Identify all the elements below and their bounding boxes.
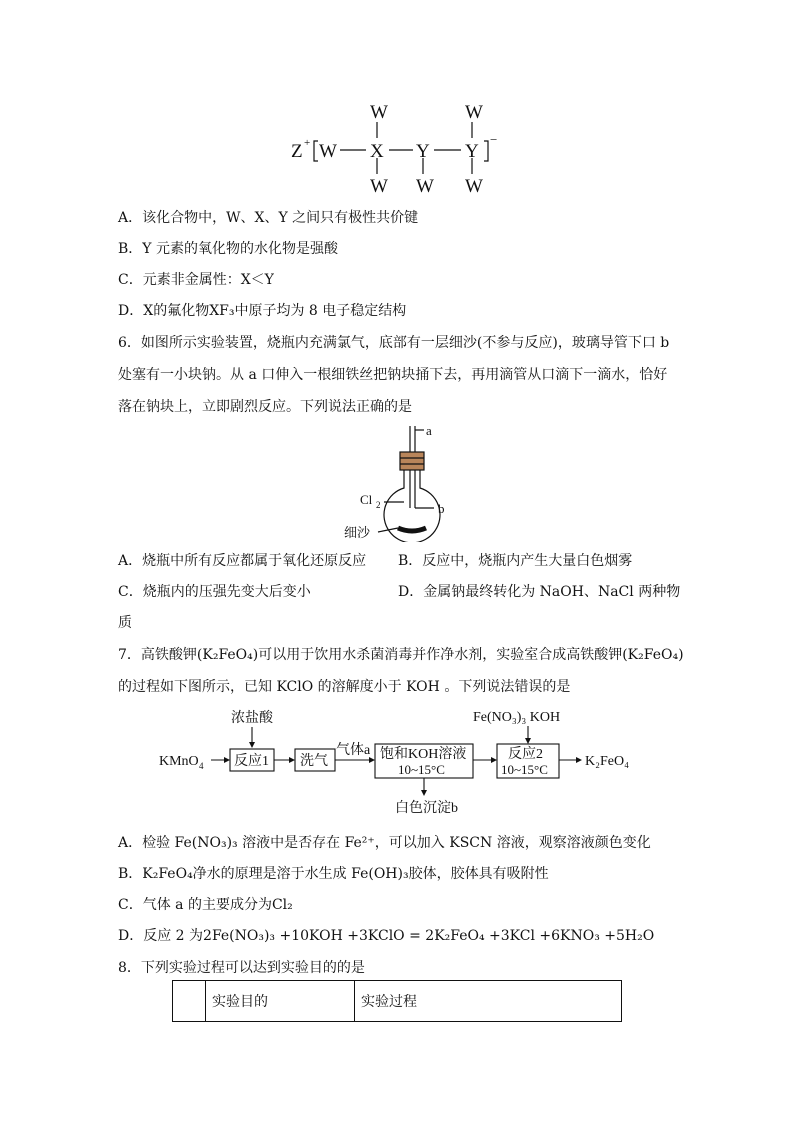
label-cl2: Cl bbox=[360, 492, 373, 507]
atom-w-top-y2: W bbox=[465, 102, 483, 123]
atom-y2: Y bbox=[465, 141, 479, 162]
q7-option-b: B．K₂FeO₄净水的原理是溶于水生成 Fe(OH)₃胶体，胶体具有吸附性 bbox=[118, 866, 549, 882]
q6-option-d-continuation: 质 bbox=[118, 615, 132, 631]
atom-w-top-x: W bbox=[370, 102, 388, 123]
label-b: b bbox=[438, 501, 445, 516]
q6-stem-line-2: 处塞有一小块钠。从 a 口伸入一根细铁丝把钠块捅下去，再用滴管从口滴下一滴水，恰好 bbox=[118, 367, 668, 383]
flow-box2-label: 洗气 bbox=[300, 754, 328, 769]
flow-box1-label: 反应1 bbox=[234, 754, 269, 769]
flow-product: K₂FeO₄ bbox=[585, 754, 629, 769]
right-bracket bbox=[484, 141, 488, 161]
atom-w-left: W bbox=[319, 141, 337, 162]
flow-box3-line2: 10~15°C bbox=[398, 762, 445, 777]
flow-box4-line1: 反应2 bbox=[508, 747, 543, 762]
flow-gas-label: 气体a bbox=[336, 743, 371, 758]
stopper bbox=[400, 452, 424, 470]
q7-stem-line-2: 的过程如下图所示，已知 KClO 的溶解度小于 KOH 。下列说法错误的是 bbox=[118, 679, 571, 695]
label-sand: 细沙 bbox=[344, 525, 371, 540]
atom-y1: Y bbox=[416, 141, 430, 162]
q8-table bbox=[172, 980, 622, 1022]
q6-stem-line-1: 6．如图所示实验装置，烧瓶内充满氯气，底部有一层细沙(不参与反应)，玻璃导管下口 b bbox=[118, 335, 670, 351]
q5-option-b: B．Y 元素的氧化物的水化物是强酸 bbox=[118, 241, 338, 257]
q5-option-c: C．元素非金属性：X＜Y bbox=[118, 272, 274, 288]
cation-charge: + bbox=[304, 137, 311, 149]
anion-charge: − bbox=[490, 132, 498, 147]
q7-option-a: A．检验 Fe(NO₃)₃ 溶液中是否存在 Fe²⁺，可以加入 KSCN 溶液，观察溶液颜色变化 bbox=[118, 835, 651, 851]
q7-stem-line-1: 7．高铁酸钾(K₂FeO₄)可以用于饮用水杀菌消毒并作净水剂，实验室合成高铁酸钾(K₂FeO₄) bbox=[118, 647, 684, 663]
atom-w-bottom-y1: W bbox=[416, 176, 434, 197]
flow-precipitate: 白色沉淀b bbox=[395, 801, 458, 816]
bond-lines bbox=[314, 122, 488, 174]
cation-symbol: Z bbox=[291, 141, 303, 162]
label-cl2-subscript: 2 bbox=[376, 500, 381, 510]
q6-option-c: C．烧瓶内的压强先变大后变小 bbox=[118, 584, 311, 600]
table-header-procedure: 实验过程 bbox=[355, 981, 622, 1022]
flow-reagent1: 浓盐酸 bbox=[231, 711, 273, 726]
flow-reagent2: Fe(NO₃)₃ KOH bbox=[473, 710, 561, 725]
q7-option-c: C．气体 a 的主要成分为Cl₂ bbox=[118, 897, 293, 913]
q7-option-d: D．反应 2 为2Fe(NO₃)₃ +10KOH +3KClO = 2K₂FeO₄ +3KCl +6KNO₃ +5H₂O bbox=[118, 928, 655, 944]
atom-x: X bbox=[370, 141, 384, 162]
flask-apparatus-figure bbox=[340, 422, 500, 542]
table-header-purpose: 实验目的 bbox=[206, 981, 355, 1022]
flow-start: KMnO bbox=[159, 754, 199, 769]
q6-option-d: D．金属钠最终转化为 NaOH、NaCl 两种物 bbox=[398, 584, 681, 600]
table-header-row bbox=[173, 981, 622, 1022]
sand-layer bbox=[398, 528, 426, 531]
synthesis-flow-diagram bbox=[155, 702, 655, 822]
left-bracket bbox=[314, 141, 318, 161]
label-a: a bbox=[426, 423, 432, 438]
q8-stem: 8．下列实验过程可以达到实验目的的是 bbox=[118, 960, 365, 976]
q6-stem-line-3: 落在钠块上，立即剧烈反应。下列说法正确的是 bbox=[118, 399, 412, 415]
table-header-index bbox=[173, 981, 206, 1022]
q6-option-b: B．反应中，烧瓶内产生大量白色烟雾 bbox=[398, 553, 633, 569]
flow-start-subscript: 4 bbox=[199, 761, 204, 771]
flow-box3-line1: 饱和KOH溶液 bbox=[380, 747, 467, 762]
q5-option-a: A．该化合物中，W、X、Y 之间只有极性共价键 bbox=[118, 210, 419, 226]
structural-formula bbox=[0, 0, 794, 200]
q6-option-a: A．烧瓶中所有反应都属于氧化还原反应 bbox=[118, 553, 367, 569]
atom-w-bottom-y2: W bbox=[465, 176, 483, 197]
flow-box4-line2: 10~15°C bbox=[501, 762, 548, 777]
q5-option-d: D．X的氟化物XF₃中原子均为 8 电子稳定结构 bbox=[118, 303, 407, 319]
atom-w-bottom-x: W bbox=[370, 176, 388, 197]
